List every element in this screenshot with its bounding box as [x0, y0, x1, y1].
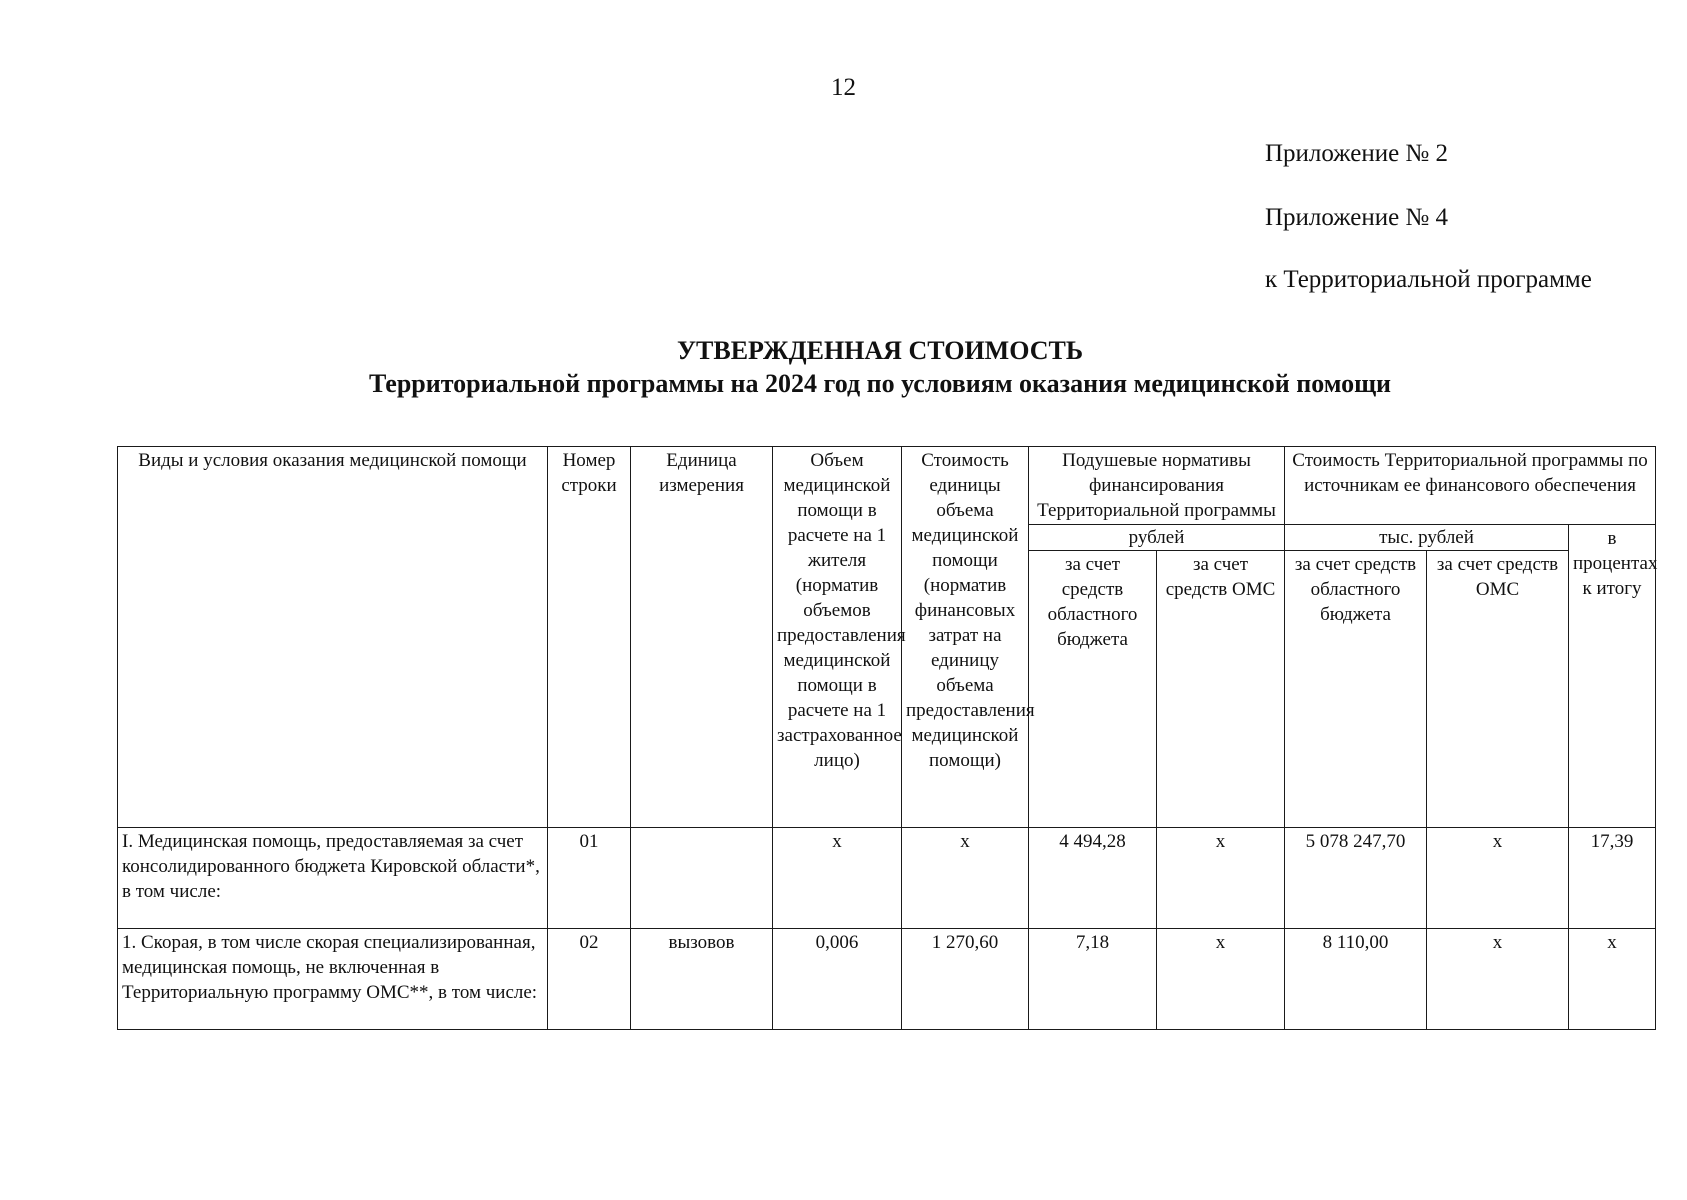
row-volume: х	[773, 828, 902, 929]
header-per-capita-unit: рублей	[1029, 525, 1285, 551]
document-subtitle: Территориальной программы на 2024 год по условиям оказания медицинской помощи	[368, 369, 1392, 398]
row-name: 1. Скорая, в том числе скорая специализированная, медицинская помощь, не включенная в Территориальную программу ОМС**, в том числе:	[118, 929, 548, 1030]
header-row-1	[118, 447, 1656, 525]
header-per-capita: Подушевые нормативы финансирования Территориальной программы	[1029, 447, 1285, 525]
appendix-line-2: Приложение № 4	[1265, 204, 1449, 231]
row-per-capita-regional: 7,18	[1029, 929, 1157, 1030]
row-percent: 17,39	[1569, 828, 1656, 929]
row-percent: х	[1569, 929, 1656, 1030]
row-unit-cost: х	[902, 828, 1029, 929]
row-name: I. Медицинская помощь, предоставляемая за счет консолидированного бюджета Кировской области*, в том числе:	[118, 828, 548, 929]
header-unit: Единица измерения	[631, 447, 773, 828]
header-row-number: Номер строки	[548, 447, 631, 828]
document-title: УТВЕРЖДЕННАЯ СТОИМОСТЬ	[676, 336, 1084, 365]
row-program-oms: х	[1427, 929, 1569, 1030]
row-per-capita-oms: х	[1157, 828, 1285, 929]
row-unit-cost: 1 270,60	[902, 929, 1029, 1030]
row-program-regional: 8 110,00	[1285, 929, 1427, 1030]
header-volume: Объем медицинской помощи в расчете на 1 жителя (норматив объемов предоставления медицинской помощи в расчете на 1 застрахованное лицо)	[773, 447, 902, 828]
header-program-cost-unit: тыс. рублей	[1285, 525, 1569, 551]
cost-table	[117, 446, 1656, 1030]
header-per-capita-regional: за счет средств областного бюджета	[1029, 551, 1157, 828]
row-number: 02	[548, 929, 631, 1030]
page-number: 12	[831, 74, 856, 101]
row-program-oms: х	[1427, 828, 1569, 929]
header-per-capita-oms: за счет средств ОМС	[1157, 551, 1285, 828]
header-unit-cost: Стоимость единицы объема медицинской помощи (норматив финансовых затрат на единицу объема предоставления медицинской помощи)	[902, 447, 1029, 828]
table-row	[118, 828, 1656, 929]
row-program-regional: 5 078 247,70	[1285, 828, 1427, 929]
table-row	[118, 929, 1656, 1030]
row-unit	[631, 828, 773, 929]
appendix-line-1: Приложение № 2	[1265, 140, 1449, 167]
row-unit: вызовов	[631, 929, 773, 1030]
row-number: 01	[548, 828, 631, 929]
row-per-capita-oms: х	[1157, 929, 1285, 1030]
appendix-line-3: к Территориальной программе	[1265, 266, 1592, 293]
header-program-oms: за счет средств ОМС	[1427, 551, 1569, 828]
header-program-regional: за счет средств областного бюджета	[1285, 551, 1427, 828]
row-volume: 0,006	[773, 929, 902, 1030]
row-per-capita-regional: 4 494,28	[1029, 828, 1157, 929]
header-program-cost: Стоимость Территориальной программы по источникам ее финансового обеспечения	[1285, 447, 1656, 525]
header-types: Виды и условия оказания медицинской помощи	[118, 447, 548, 828]
header-percent: в процентах к итогу	[1569, 525, 1656, 828]
